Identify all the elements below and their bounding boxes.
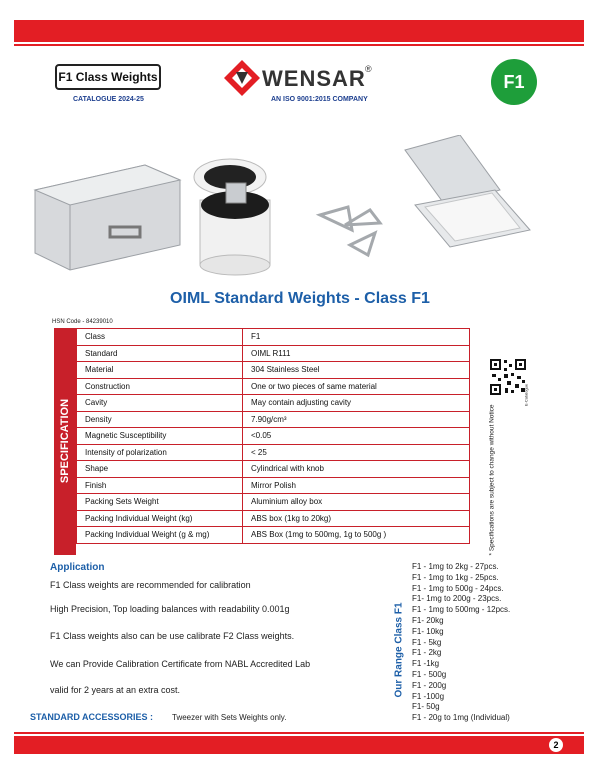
spec-side-label [54,328,76,555]
accessories-heading: STANDARD ACCESSORIES : [30,712,154,722]
spec-param: Magnetic Susceptibility [77,428,243,445]
list-item: F1 - 20g to 1mg (Individual) [412,713,510,723]
list-item: F1- 50g [412,702,440,712]
tweezer-wires-image [320,207,380,255]
table-row [77,362,470,379]
range-heading-text: Our Range Class F1 [393,602,405,698]
list-item: F1 - 200g [412,680,447,690]
application-line: F1 Class weights are recommended for calibration [50,580,251,590]
spec-value: OIML R111 [243,345,470,362]
spec-param: Shape [77,461,243,478]
table-row [77,494,470,511]
top-red-band [14,20,584,42]
spec-value: 304 Stainless Steel [243,362,470,379]
spec-param: Density [77,411,243,428]
table-row [77,378,470,395]
spec-value: ABS box (1kg to 20kg) [243,510,470,527]
spec-value: 7.90g/cm³ [243,411,470,428]
spec-param: Construction [77,378,243,395]
accessories-value: Tweezer with Sets Weights only. [172,713,287,722]
application-line: F1 Class weights also can be use calibrate F2 Class weights. [50,631,295,641]
spec-param: Class [77,329,243,346]
product-title: F1 Class Weights [58,70,158,84]
list-item: F1 - 1mg to 500g - 24pcs. [412,583,504,593]
spec-param: Cavity [77,395,243,412]
wensar-logo [222,58,382,103]
table-row [77,395,470,412]
bottom-red-line [14,732,584,734]
spec-param: Intensity of polarization [77,444,243,461]
table-row [77,527,470,544]
qr-caption [522,382,530,408]
spec-table [76,328,470,544]
product-photos [30,135,570,285]
aluminium-case-image [35,165,180,270]
list-item: F1 - 1mg to 500mg - 12pcs. [412,605,511,615]
section-title: OIML Standard Weights - Class F1 [170,290,430,307]
application-line: valid for 2 years at an extra cost. [50,685,181,695]
brand-name: WENSAR [262,66,366,91]
table-row [77,428,470,445]
spec-value: Cylindrical with knob [243,461,470,478]
class-badge: F1 [491,59,537,105]
list-item: F1- 10kg [412,626,444,636]
spec-value: Mirror Polish [243,477,470,494]
spec-param: Packing Individual Weight (g & mg) [77,527,243,544]
brand-subtitle: AN ISO 9001:2015 COMPANY [271,96,368,103]
list-item: F1 - 1mg to 2kg - 27pcs. [412,562,499,571]
list-item: F1 - 5kg [412,637,442,647]
spec-param: Material [77,362,243,379]
table-row [77,411,470,428]
list-item: F1 -100g [412,691,445,701]
list-item: F1- 1mg to 200g - 23pcs. [412,594,502,604]
spec-param: Standard [77,345,243,362]
bottom-red-band [14,736,584,754]
page-number: 2 [549,738,563,752]
table-row [77,444,470,461]
open-case-image [405,135,530,247]
weight-cylinder-image [194,159,270,275]
hsn-code: HSN Code - 84239010 [52,319,113,325]
spec-value: One or two pieces of same material [243,378,470,395]
product-title-box [55,64,161,90]
table-row [77,510,470,527]
application-line: We can Provide Calibration Certificate from NABL Accredited Lab [50,659,311,669]
table-row [77,345,470,362]
spec-side-text: SPECIFICATION [59,398,71,484]
application-line: High Precision, Top loading balances with readability 0.001g [50,604,290,614]
list-item: F1 - 2kg [412,648,442,658]
table-row [77,461,470,478]
spec-value: May contain adjusting cavity [243,395,470,412]
list-item: F1 -1kg [412,659,440,669]
top-red-line [14,44,584,46]
spec-value: Aluminium alloy box [243,494,470,511]
spec-notice [486,405,498,555]
registered-mark: ® [365,64,372,74]
spec-param: Packing Individual Weight (kg) [77,510,243,527]
list-item: F1 - 1mg to 1kg - 25pcs. [412,572,499,582]
catalogue-label: CATALOGUE 2024-25 [73,96,144,103]
application-heading: Application [50,562,105,573]
list-item: F1 - 500g [412,669,447,679]
spec-value: F1 [243,329,470,346]
range-list [412,562,510,724]
spec-value: <0.05 [243,428,470,445]
qr-caption-text: E-Catalogue [523,383,529,407]
range-heading [392,590,406,710]
spec-notice-text: * Specifications are subject to change without Notice [488,404,496,556]
logo-mark-icon [222,58,262,98]
spec-value: < 25 [243,444,470,461]
table-row [77,477,470,494]
table-row [77,329,470,346]
spec-param: Packing Sets Weight [77,494,243,511]
spec-value: ABS Box (1mg to 500mg, 1g to 500g ) [243,527,470,544]
list-item: F1- 20kg [412,615,444,625]
spec-param: Finish [77,477,243,494]
